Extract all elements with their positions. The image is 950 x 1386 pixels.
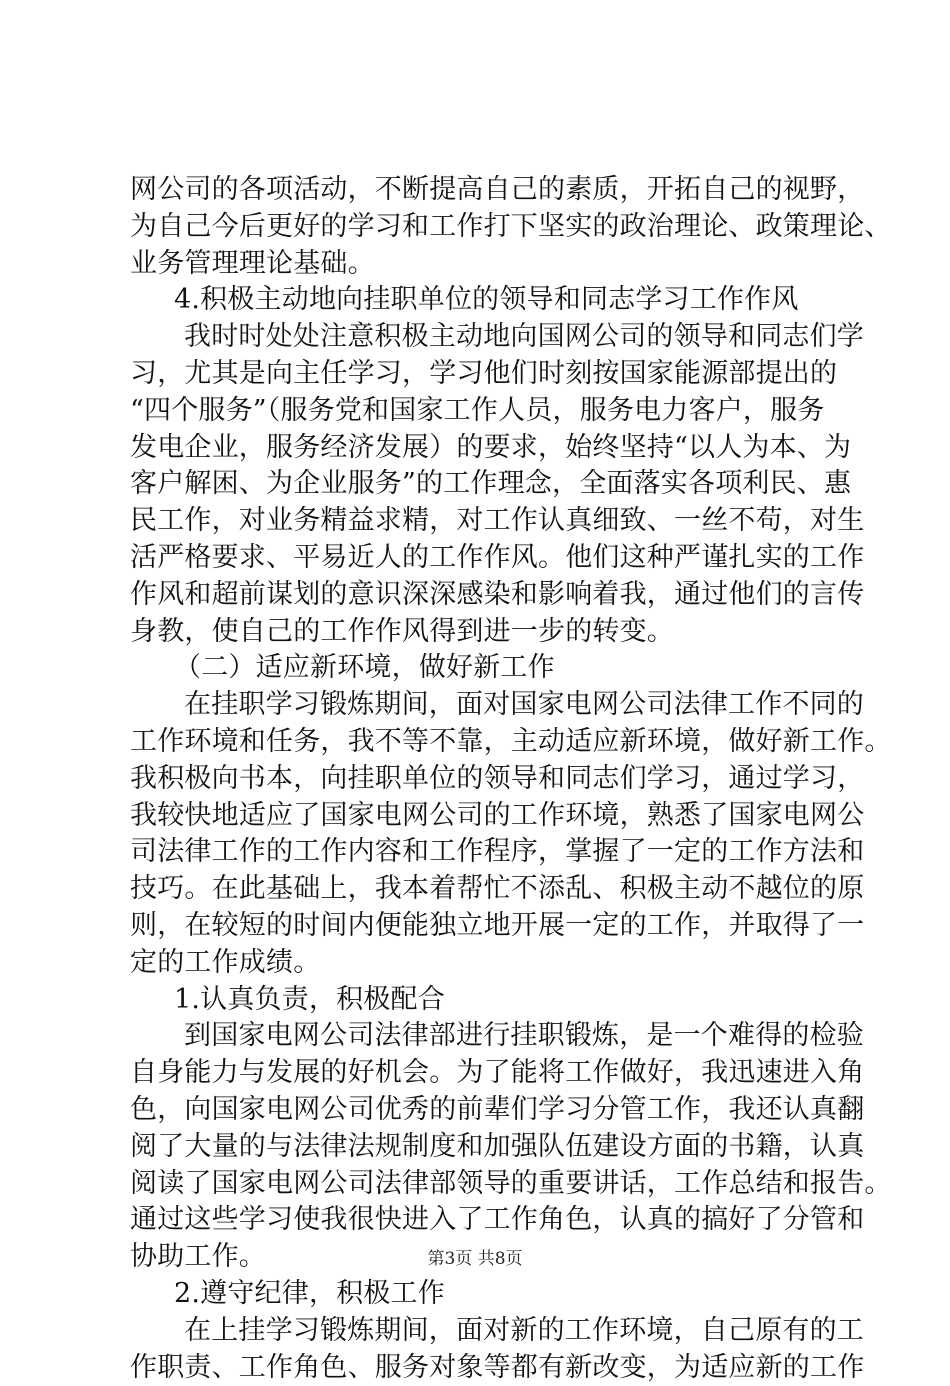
paragraph-line: 自身能力与发展的好机会。为了能将工作做好，我迅速进入角 bbox=[130, 1055, 850, 1092]
paragraph-line: 我积极向书本，向挂职单位的领导和同志们学习，通过学习， bbox=[130, 761, 850, 798]
paragraph-line: 色，向国家电网公司优秀的前辈们学习分管工作，我还认真翻 bbox=[130, 1092, 850, 1129]
paragraph-line: 业务管理理论基础。 bbox=[130, 246, 850, 283]
paragraph-line: 我时时处处注意积极主动地向国网公司的领导和同志们学 bbox=[130, 319, 850, 356]
paragraph-line: 习，尤其是向主任学习，学习他们时刻按国家能源部提出的 bbox=[130, 356, 850, 393]
paragraph-line: 定的工作成绩。 bbox=[130, 945, 850, 982]
paragraph-line: 我较快地适应了国家电网公司的工作环境，熟悉了国家电网公 bbox=[130, 798, 850, 835]
paragraph-line: 客户解困、为企业服务”的工作理念，全面落实各项利民、惠 bbox=[130, 466, 850, 503]
page-footer: 第3页 共8页 bbox=[0, 1244, 950, 1269]
paragraph-line: 技巧。在此基础上，我本着帮忙不添乱、积极主动不越位的原 bbox=[130, 871, 850, 908]
paragraph-line: 作职责、工作角色、服务对象等都有新改变，为适应新的工作 bbox=[130, 1350, 850, 1386]
paragraph-line: 通过这些学习使我很快进入了工作角色，认真的搞好了分管和 bbox=[130, 1202, 850, 1239]
paragraph-line: 为自己今后更好的学习和工作打下坚实的政治理论、政策理论、 bbox=[130, 209, 850, 246]
paragraph-line: 民工作，对业务精益求精，对工作认真细致、一丝不苟，对生 bbox=[130, 503, 850, 540]
paragraph-line: 在上挂学习锻炼期间，面对新的工作环境，自己原有的工 bbox=[130, 1313, 850, 1350]
section-heading: 4.积极主动地向挂职单位的领导和同志学习工作作风 bbox=[130, 282, 850, 319]
paragraph-line: 在挂职学习锻炼期间，面对国家电网公司法律工作不同的 bbox=[130, 687, 850, 724]
paragraph-line: 则，在较短的时间内便能独立地开展一定的工作，并取得了一 bbox=[130, 908, 850, 945]
paragraph-line: 活严格要求、平易近人的工作作风。他们这种严谨扎实的工作 bbox=[130, 540, 850, 577]
paragraph-line: 工作环境和任务，我不等不靠，主动适应新环境，做好新工作。 bbox=[130, 724, 850, 761]
section-heading: 2.遵守纪律，积极工作 bbox=[130, 1276, 850, 1313]
paragraph-line: 协助工作。 bbox=[130, 1239, 850, 1276]
paragraph-line: 网公司的各项活动，不断提高自己的素质，开拓自己的视野， bbox=[130, 172, 850, 209]
paragraph-line: 作风和超前谋划的意识深深感染和影响着我，通过他们的言传 bbox=[130, 577, 850, 614]
document-body bbox=[130, 172, 850, 1386]
paragraph-line: 阅了大量的与法律法规制度和加强队伍建设方面的书籍，认真 bbox=[130, 1129, 850, 1166]
paragraph-line: “四个服务”（服务党和国家工作人员，服务电力客户，服务 bbox=[130, 393, 850, 430]
paragraph-line: 阅读了国家电网公司法律部领导的重要讲话，工作总结和报告。 bbox=[130, 1166, 850, 1203]
paragraph-line: 身教，使自己的工作作风得到进一步的转变。 bbox=[130, 614, 850, 651]
section-heading: 1.认真负责，积极配合 bbox=[130, 982, 850, 1019]
section-heading: （二）适应新环境，做好新工作 bbox=[130, 650, 850, 687]
paragraph-line: 到国家电网公司法律部进行挂职锻炼，是一个难得的检验 bbox=[130, 1018, 850, 1055]
paragraph-line: 发电企业，服务经济发展）的要求，始终坚持“以人为本、为 bbox=[130, 430, 850, 467]
paragraph-line: 司法律工作的工作内容和工作程序，掌握了一定的工作方法和 bbox=[130, 834, 850, 871]
